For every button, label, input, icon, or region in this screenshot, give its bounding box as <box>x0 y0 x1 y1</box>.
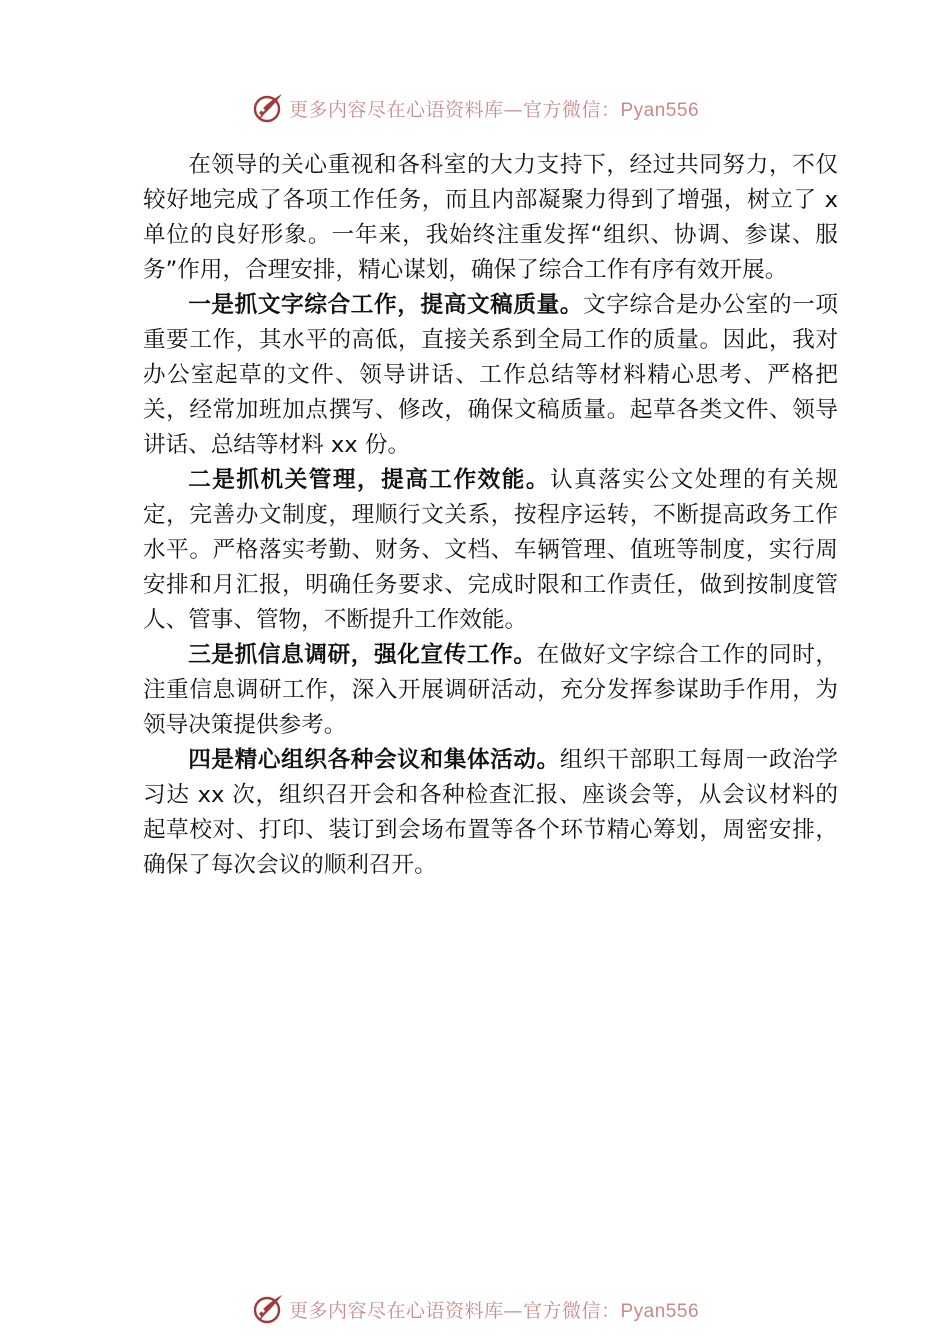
paragraph-lead: 四是精心组织各种会议和集体活动。 <box>188 747 560 773</box>
paragraph-lead: 二是抓机关管理，提高工作效能。 <box>188 467 551 493</box>
quill-logo-icon <box>251 1292 285 1326</box>
paragraph-body: 在领导的关心重视和各科室的大力支持下，经过共同努力，不仅较好地完成了各项工作任务，而且内部凝聚力得到了增强，树立了 x 单位的良好形象。一年来，我始终注重发挥“组织、协调、参谋、服务”作用，合理安排，精心谋划，确保了综合工作有序有效开展。 <box>143 152 838 283</box>
header-banner <box>0 88 950 128</box>
document-body <box>143 148 838 883</box>
footer-banner <box>0 1289 950 1329</box>
paragraph-body: 认真落实公文处理的有关规定，完善办文制度，理顺行文关系，按程序运转，不断提高政务工作水平。严格落实考勤、财务、文档、车辆管理、值班等制度，实行周安排和月汇报，明确任务要求、完成时限和工作责任，做到按制度管人、管事、管物，不断提升工作效能。 <box>143 467 839 633</box>
paragraph-writing <box>143 288 838 463</box>
paragraph-body: 组织干部职工每周一政治学习达 xx 次，组织召开会和各种检查汇报、座谈会等，从会议材料的起草校对、打印、装订到会场布置等各个环节精心筹划，周密安排，确保了每次会议的顺利召开。 <box>143 747 839 878</box>
paragraph-intro <box>143 148 838 288</box>
paragraph-meetings <box>143 743 838 883</box>
paragraph-lead: 一是抓文字综合工作，提高文稿质量。 <box>188 292 584 318</box>
paragraph-body: 文字综合是办公室的一项重要工作，其水平的高低，直接关系到全局工作的质量。因此，我对办公室起草的文件、领导讲话、工作总结等材料精心思考、严格把关，经常加班加点撰写、修改，确保文稿质量。起草各类文件、领导讲话、总结等材料 xx 份。 <box>143 292 839 458</box>
paragraph-body: 在做好文字综合工作的同时，注重信息调研工作，深入开展调研活动，充分发挥参谋助手作用，为领导决策提供参考。 <box>143 642 839 738</box>
quill-logo-icon <box>251 91 285 125</box>
banner-text: 更多内容尽在心语资料库—官方微信：Pyan556 <box>288 98 700 121</box>
paragraph-management <box>143 463 838 638</box>
paragraph-research <box>143 638 838 743</box>
banner-text: 更多内容尽在心语资料库—官方微信：Pyan556 <box>288 1299 700 1322</box>
wechat-id: Pyan556 <box>620 1300 700 1322</box>
wechat-id: Pyan556 <box>620 99 700 121</box>
paragraph-lead: 三是抓信息调研，强化宣传工作。 <box>188 642 537 668</box>
